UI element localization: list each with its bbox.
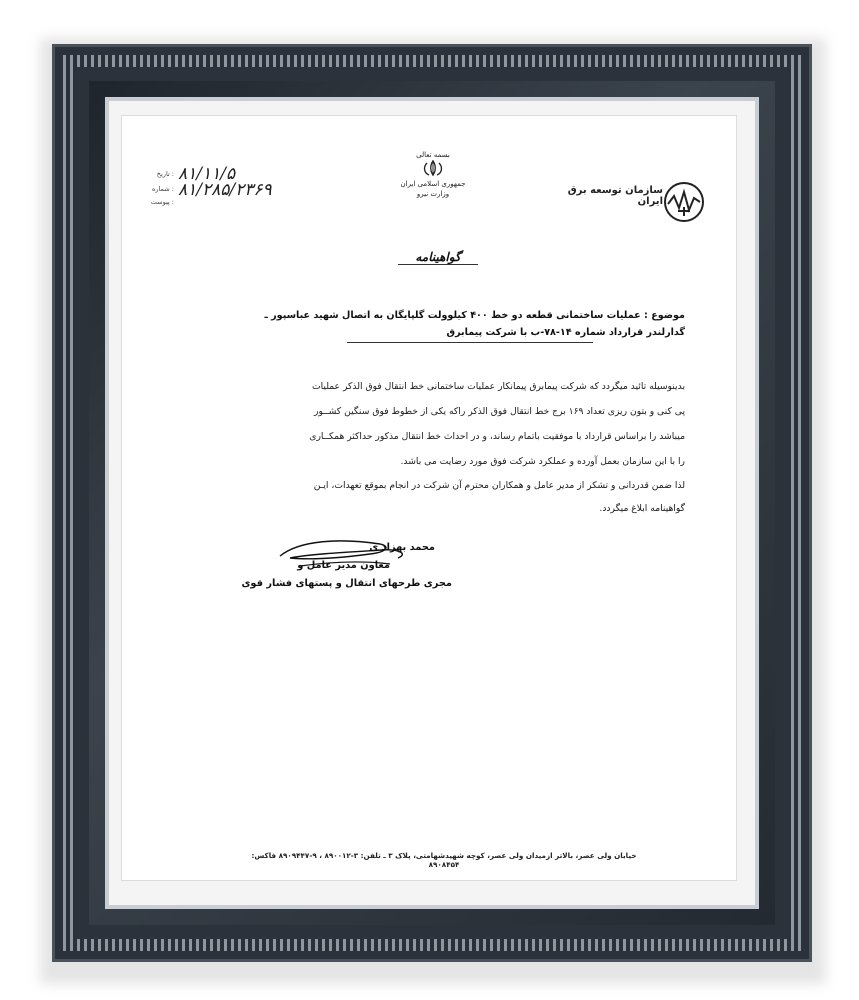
certificate-paper (121, 115, 737, 881)
number-value: ۸۱/۲۸۵/۲۳۶۹ (178, 180, 272, 200)
body-line-5: لذا ضمن قدردانی و تشکر از مدیر عامل و همکاران محترم آن شرکت در انجام بموقع تعهدات، ایـن (313, 480, 685, 491)
subject-line-2: گدارلندر قرارداد شماره ۱۴-۷۸-ب با شرکت پیمابرق (446, 327, 685, 338)
footer-address: خیابان ولی عصر، بالاتر ازمیدان ولی عصر، کوچه شهیدشهامتی، پلاک ۳ ـ تلفن: ۳-۸۹۰۰۱۲ ، ۹-۸۹۰۹۴۴۷ فاکس: ۸۹۰۸۴۵۴ (251, 851, 637, 869)
handwritten-signature (270, 530, 420, 580)
emblem-country: جمهوری اسلامی ایران (400, 180, 466, 188)
body-line-2: پی کنی و بتون ریزی تعداد ۱۶۹ برج خط انتقال فوق الذکر راکه یکی از خطوط فوق سنگین کشــور (314, 406, 685, 417)
emblem-ministry: وزارت نیرو (416, 190, 450, 198)
signatory-role: معاون مدیر عامل و (297, 560, 390, 571)
body-line-4: را با این سازمان بعمل آورده و عملکرد شرکت فوق مورد رضایت می باشد. (400, 456, 685, 467)
organization-name: سازمان توسعه برق ایران (567, 185, 663, 207)
signatory-unit: مجری طرحهای انتقال و پستهای فشار قوی (241, 578, 452, 589)
iran-emblem-icon (421, 159, 445, 177)
date-value: ۸۱/۱۱/۵ (178, 164, 236, 184)
subject-underline (347, 342, 593, 343)
date-label: : تاریخ (156, 170, 174, 178)
subject-line-1: موضوع : عملیات ساختمانی قطعه دو خط ۴۰۰ کیلوولت گلپایگان به اتصال شهید عباسپور ـ (264, 310, 685, 321)
signatory-name: محمد بهزاد ی (369, 542, 435, 553)
document-title: گواهینامه (398, 250, 478, 265)
emblem-bismillah: بسمه تعالی (416, 151, 450, 159)
body-line-1: بدینوسیله تائید میگردد که شرکت پیمابرق پیمانکار عملیات ساختمانی خط انتقال فوق الذکر عملیات (311, 381, 685, 392)
tavanir-logo-icon (662, 180, 706, 224)
attachment-label: : پیوست (150, 198, 174, 206)
body-line-3: میباشد را براساس قرارداد با موفقیت باتمام رساند، و در احداث خط انتقال مذکور حداکثر همکــاری (309, 431, 685, 442)
body-line-6: گواهینامه ابلاغ میگردد. (599, 503, 685, 514)
number-label: : شماره (152, 185, 174, 193)
